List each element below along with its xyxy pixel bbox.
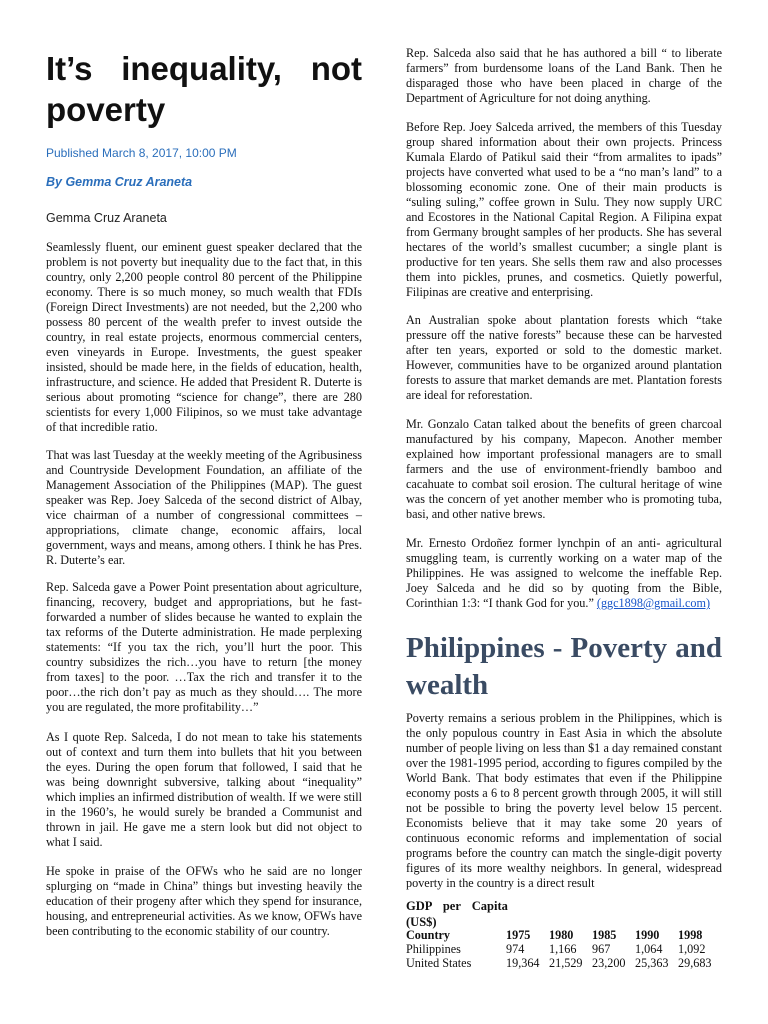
table-cell: 1,064 <box>635 942 663 956</box>
table-row <box>406 942 718 956</box>
table-cell: 1,166 <box>549 942 577 956</box>
table-cell: 29,683 <box>678 956 712 970</box>
table-header: 1985 <box>592 928 617 942</box>
table-cell: 19,364 <box>506 956 540 970</box>
section-heading: Philippines - Poverty and wealth <box>406 632 722 701</box>
table-header: Country <box>406 928 451 942</box>
table-cell: 974 <box>506 942 525 956</box>
table-cell: 21,529 <box>549 956 583 970</box>
paragraph: That was last Tuesday at the weekly meeting of the Agribusiness and Countryside Development Foundation, an affiliate of the Management Association of the Philippines (MAP). The guest speaker was Rep. Joey Salceda of the second district of Albay, vice chairman of a number of congressional committees – appropriations, climate change, economic affairs, local government, ways and means, among others. I think he has Pres. R. Duterte’s ear. <box>46 448 362 567</box>
article-title: It’s inequality, not poverty <box>46 50 362 128</box>
paragraph: Rep. Salceda also said that he has authored a bill “ to liberate farmers” from burdensome loans of the Land Bank. Then he disparaged those who have been placed in charge of the Department of Agriculture for not doing anything. <box>406 46 722 105</box>
byline[interactable]: By Gemma Cruz Araneta <box>46 175 193 189</box>
paragraph: Mr. Gonzalo Catan talked about the benefits of green charcoal manufactured by his company, Mapecon. Another member explained how important professional managers are to small farmers and the use of environment-friendly bamboo and cacahuate to combat soil erosion. The cultural heritage of wine was the concern of yet another member who is promoting tuba, basi, and other native brews. <box>406 417 722 521</box>
paragraph: Poverty remains a serious problem in the Philippines, which is the only populous country in East Asia in which the absolute number of people living on less than $1 a day remained constant over the 1981-1995 period, according to figures compiled by the World Bank. That body estimates that even if the Philippine economy posts a 6 to 8 percent growth through 2005, it will still not be possible to bring the poverty level below 15 percent. Economists believe that it may take some 20 years of continuous economic reforms and implementation of social programs before the country can match the single-digit poverty figures of its more wealthy neighbors. In general, widespread poverty in the country is a direct result <box>406 711 722 890</box>
table-cell: 25,363 <box>635 956 669 970</box>
table-title <box>406 898 508 930</box>
paragraph: He spoke in praise of the OFWs who he said are no longer splurging on “made in China” things but investing heavily the education of their progeny after which they spend for insurance, housing, and entrepreneurial activities. As we know, OFWs have been contributing to the economic stability of our country. <box>46 864 362 938</box>
paragraph: Seamlessly fluent, our eminent guest speaker declared that the problem is not poverty but inequality due to the fact that, in this country, only 2,200 people control 80 percent of the Philippine economy. There is so much money, so much wealth that FDIs (Foreign Direct Investments) are not needed, but the 2,200 who possess 80 percent of the wealth prefer to invest outside the country, in real estate projects, enormous commercial centers, even vineyards in Europe. Investments, the guest speaker insisted, should be made here, in the fields of education, health, infrastructure, and science. He added that President R. Duterte is serious about promoting “science for change”, there are 280 scientists for every 1,000 Filipinos, so we must take advantage of that incredible ratio. <box>46 240 362 434</box>
paragraph-text: Mr. Ernesto Ordoñez former lynchpin of an anti- agricultural smuggling team, is currently working on a water map of the Philippines. He was assigned to welcome the ineffable Rep. Joey Salceda and he did so by quoting from the Bible, Corinthian 1:3: “I thank God for you.” <box>406 536 722 610</box>
table-cell: Philippines <box>406 942 461 956</box>
paragraph: Before Rep. Joey Salceda arrived, the members of this Tuesday group shared information about their own projects. Princess Kumala Elardo of Patikul said their “from armalites to ipads” projects have converted what used to be a “no man’s land” to a blossoming economic zone. One of their main products is “suling suling,” coffee grown in Sulu. They now supply URC and Ecostores in the National Capital Region. A Filipina expat from Germany brought samples of her products. She has several hectares of the world’s smallest cucumber; a single plant is productive for ten years. She sells them raw and also processes them into pickles, prunes, and cosmetics. Quietly powerful, Filipinas are creative and enterprising. <box>406 120 722 299</box>
paragraph: As I quote Rep. Salceda, I do not mean to take his statements out of context and turn them into bullets that hit you between the eyes. During the open forum that followed, I said that he was being downright subversive, talking about “inequality” which implies an infirmed distribution of wealth. If we were still in the 1960’s, he would surely be branded a Communist and thrown in jail. He gave me a stern look but did not object to what I said. <box>46 730 362 849</box>
author-name: Gemma Cruz Araneta <box>46 211 167 225</box>
table-title-line: GDP per Capita <box>406 899 508 913</box>
email-link[interactable]: (ggc1898@gmail.com) <box>596 596 711 610</box>
table-header: 1998 <box>678 928 703 942</box>
published-date: Published March 8, 2017, 10:00 PM <box>46 146 237 160</box>
table-title-line: (US$) <box>406 915 437 929</box>
gdp-table <box>406 928 718 970</box>
table-header: 1980 <box>549 928 574 942</box>
table-header: 1975 <box>506 928 531 942</box>
paragraph <box>406 536 722 611</box>
paragraph: An Australian spoke about plantation forests which “take pressure off the native forests” because these can be harvested after ten years, exported or sold to the domestic market. However, communities have to be organized around plantation forests to assure that market demands are met. Plantation forests are ideal for reforestation. <box>406 313 722 402</box>
table-cell: 967 <box>592 942 611 956</box>
paragraph: Rep. Salceda gave a Power Point presentation about agriculture, financing, recovery, budget and appropriations, but he fast-forwarded a number of slides because he wanted to explain the tax reforms of the Duterte administration. He made perplexing statements: “If you tax the rich, you’ll hurt the poor. This country subsidizes the rich…you have to return [the money from taxes] to the poor. …Tax the rich and transfer it to the poor…the rich don’t pay as much as they should…. The more you are regulated, the more profitability…” <box>46 580 362 714</box>
table-header-row <box>406 928 718 942</box>
table-header: 1990 <box>635 928 660 942</box>
table-row <box>406 956 718 970</box>
table-cell: 23,200 <box>592 956 626 970</box>
table-cell: United States <box>406 956 472 970</box>
table-cell: 1,092 <box>678 942 706 956</box>
